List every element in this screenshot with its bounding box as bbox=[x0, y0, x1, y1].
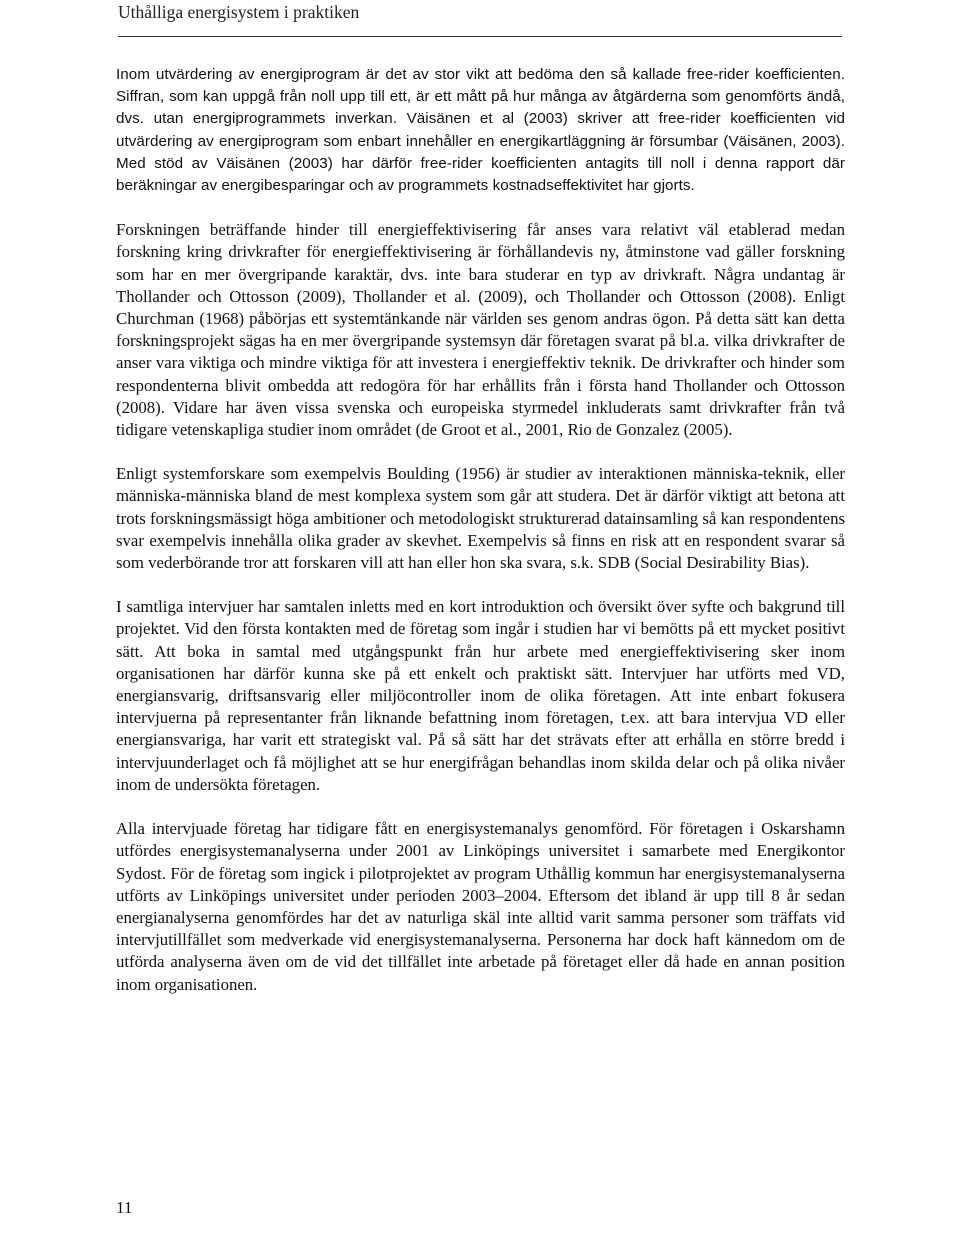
document-body bbox=[116, 64, 845, 1018]
page-number: 11 bbox=[116, 1198, 133, 1217]
paragraph-systems-research: Enligt systemforskare som exempelvis Boulding (1956) är studier av interaktionen människa-teknik, eller människa-människa bland de mest komplexa system som går att studera. Det är därför viktigt att betona att trots forskningsmässigt höga ambitioner och metodologiskt strukturerad datainsamling så kan respondentens svar exempelvis innehålla olika grader av skevhet. Exempelvis så finns en risk att en respondent svarar så som vederbörande tror att forskaren vill att han eller hon ska svara, s.k. SDB (Social Desirability Bias). bbox=[116, 464, 845, 573]
paragraph-free-rider: Inom utvärdering av energiprogram är det av stor vikt att bedöma den så kallade free-rider koefficienten. Siffran, som kan uppgå från noll upp till ett, är ett mått på hur många av åtgärderna som genomförts ändå, dvs. utan energiprogrammets inverkan. Väisänen et al (2003) skriver att free-rider koefficienten vid utvärdering av energiprogram som enbart innehåller en energikartläggning är försumbar (Väisänen, 2003). Med stöd av Väisänen (2003) har därför free-rider koefficienten antagits till noll i denna rapport där beräkningar av energibesparingar och av programmets kostnadseffektivitet har gjorts. bbox=[116, 66, 845, 195]
paragraph-energy-analyses: Alla intervjuade företag har tidigare fått en energisystemanalys genomförd. För företagen i Oskarshamn utfördes energisystemanalyserna under 2001 av Linköpings universitet i samarbete med Energikontor Sydost. För de företag som ingick i pilotprojektet av program Uthållig kommun har energisystemanalyserna utförts av Linköpings universitet under perioden 2003–2004. Eftersom det ibland är upp till 8 år sedan energianalyserna genomfördes har det av naturliga skäl inte alltid varit samma personer som träffats vid intervjutillfället som medverkade vid energisystemanalyserna. Personerna har dock haft kännedom om de utförda analyserna även om de vid det tillfället inte arbetade på företaget eller då hade en annan position inom organisationen. bbox=[116, 819, 845, 994]
paragraph-research-drivers: Forskningen beträffande hinder till energieffektivisering får anses vara relativt väl etablerad medan forskning kring drivkrafter för energieffektivisering är förhållandevis ny, åtminstone vad gäller forskning som har en mer övergripande karaktär, dvs. inte bara studerar en typ av drivkraft. Några undantag är Thollander och Ottosson (2009), Thollander et al. (2009), och Thollander och Ottosson (2008). Enligt Churchman (1968) påbörjas ett systemtänkande när världen ses genom andras ögon. På detta sätt kan detta forskningsprojekt sägas ha en mer övergripande systemsyn där företagen svarat på bl.a. vilka drivkrafter de anser vara viktiga och mindre viktiga för att investera i energieffektiv teknik. De drivkrafter och hinder som respondenterna blivit ombedda att redogöra för har erhållits från i första hand Thollander och Ottosson (2008). Vidare har även vissa svenska och europeiska styrmedel inkluderats samt drivkrafter från två tidigare vetenskapliga studier inom området (de Groot et al., 2001, Rio de Gonzalez (2005). bbox=[116, 220, 845, 440]
page-header bbox=[118, 0, 842, 37]
paragraph-interviews: I samtliga intervjuer har samtalen inletts med en kort introduktion och översikt över syfte och bakgrund till projektet. Vid den första kontakten med de företag som ingår i studien har vi bemötts på ett mycket positivt sätt. Att boka in samtal med utgångspunkt från hur arbete med energieffektivisering sker inom organisationen har därför kunna ske på ett enkelt och praktiskt sätt. Intervjuer har utförts med VD, energiansvarig, driftsansvarig eller miljöcontroller inom de olika företagen. Att inte enbart fokusera intervjuerna på representanter från liknande befattning inom företagen, t.ex. att bara intervjua VD eller energiansvariga, har varit ett strategiskt val. På så sätt har det strävats efter att erhålla en större bredd i intervjuunderlaget och få möjlighet att se hur energifrågan behandlas inom skilda delar och på olika nivåer inom de undersökta företagen. bbox=[116, 597, 845, 794]
running-title: Uthålliga energisystem i praktiken bbox=[118, 2, 360, 22]
